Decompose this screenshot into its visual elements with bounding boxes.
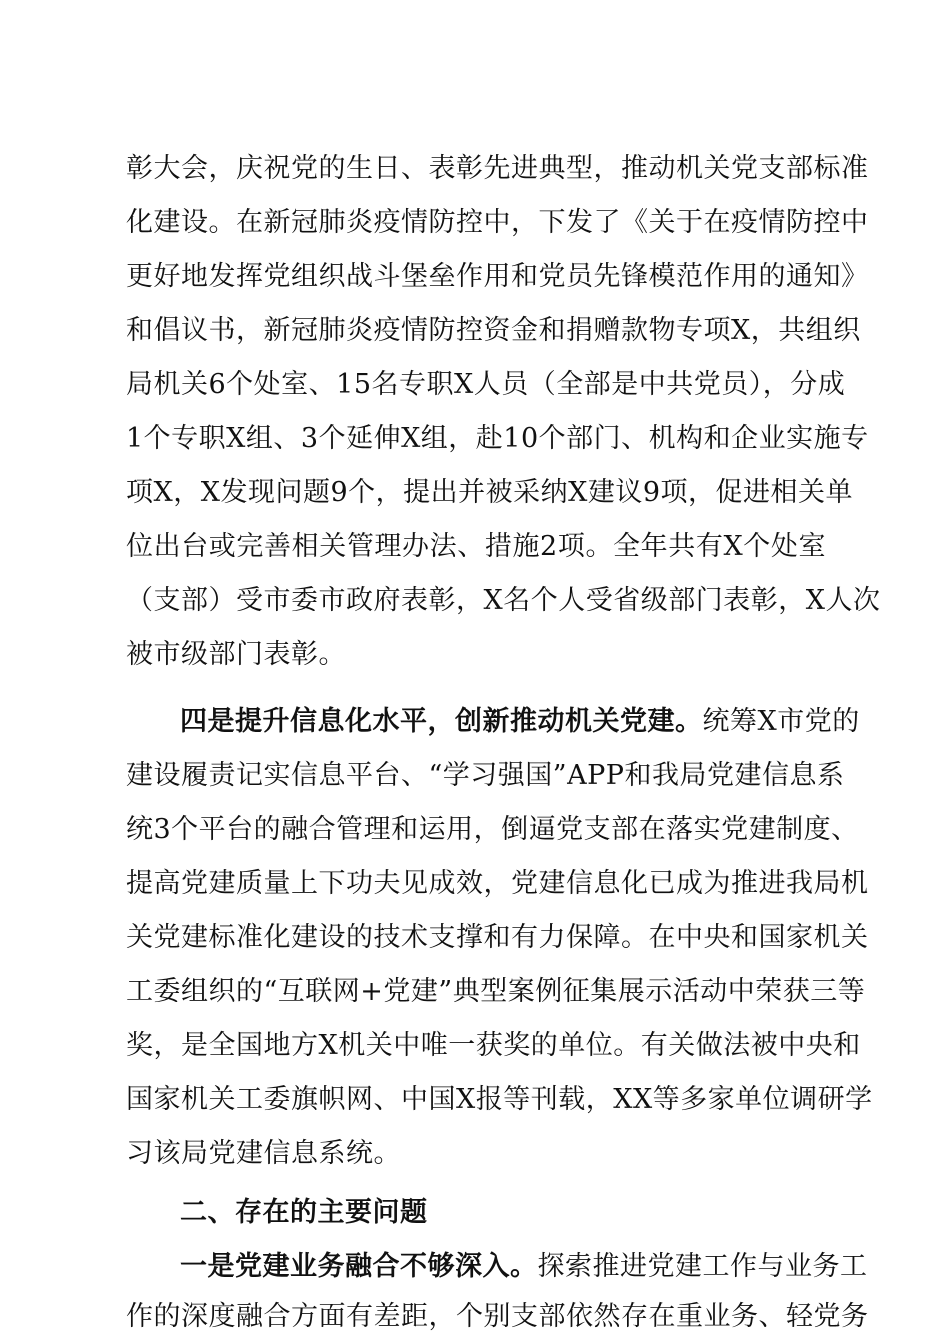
paragraph-lead: 四是提升信息化水平，创新推动机关党建。 [180, 706, 703, 737]
text-line: 统3个平台的融合管理和运用，倒逼党支部在落实党建制度、 [126, 814, 859, 845]
text-line: 项X，X发现问题9个，提出并被采纳X建议9项，促进相关单 [126, 477, 854, 508]
text-line: 局机关6个处室、15名专职X人员（全部是中共党员），分成 [126, 369, 846, 400]
text-line: 作的深度融合方面有差距，个别支部依然存在重业务、轻党务 [126, 1301, 869, 1332]
text-line: 位出台或完善相关管理办法、措施2项。全年共有X个处室 [126, 531, 826, 562]
paragraph-lead: 一是党建业务融合不够深入。 [180, 1251, 538, 1282]
text-line: 提高党建质量上下功夫见成效，党建信息化已成为推进我局机 [126, 868, 869, 899]
paragraph-lead-rest: 统筹X市党的 [702, 706, 860, 737]
paragraph-lead-rest: 探索推进党建工作与业务工 [537, 1251, 868, 1282]
paragraph-first-line [180, 695, 860, 749]
paragraph-first-line [180, 1240, 868, 1294]
text-line: 和倡议书，新冠肺炎疫情防控资金和捐赠款物专项X，共组织 [126, 315, 861, 346]
text-line: 工委组织的“互联网+党建”典型案例征集展示活动中荣获三等 [126, 976, 866, 1007]
text-line: 化建设。在新冠肺炎疫情防控中，下发了《关于在疫情防控中 [126, 207, 869, 238]
text-line: 彰大会，庆祝党的生日、表彰先进典型，推动机关党支部标准 [126, 153, 869, 184]
text-line: 1个专职X组、3个延伸X组，赴10个部门、机构和企业实施专 [126, 423, 869, 454]
text-line: 习该局党建信息系统。 [126, 1138, 401, 1169]
text-line: 奖，是全国地方X机关中唯一获奖的单位。有关做法被中央和 [126, 1030, 861, 1061]
text-line: 国家机关工委旗帜网、中国X报等刊载，XX等多家单位调研学 [126, 1084, 873, 1115]
text-line: 建设履责记实信息平台、“学习强国”APP和我局党建信息系 [126, 760, 845, 791]
section-heading: 二、存在的主要问题 [180, 1197, 428, 1228]
text-line: 被市级部门表彰。 [126, 639, 346, 670]
text-line: 更好地发挥党组织战斗堡垒作用和党员先锋模范作用的通知》 [126, 261, 869, 292]
text-line: 关党建标准化建设的技术支撑和有力保障。在中央和国家机关 [126, 922, 869, 953]
text-line: （支部）受市委市政府表彰，X名个人受省级部门表彰，X人次 [126, 585, 881, 616]
